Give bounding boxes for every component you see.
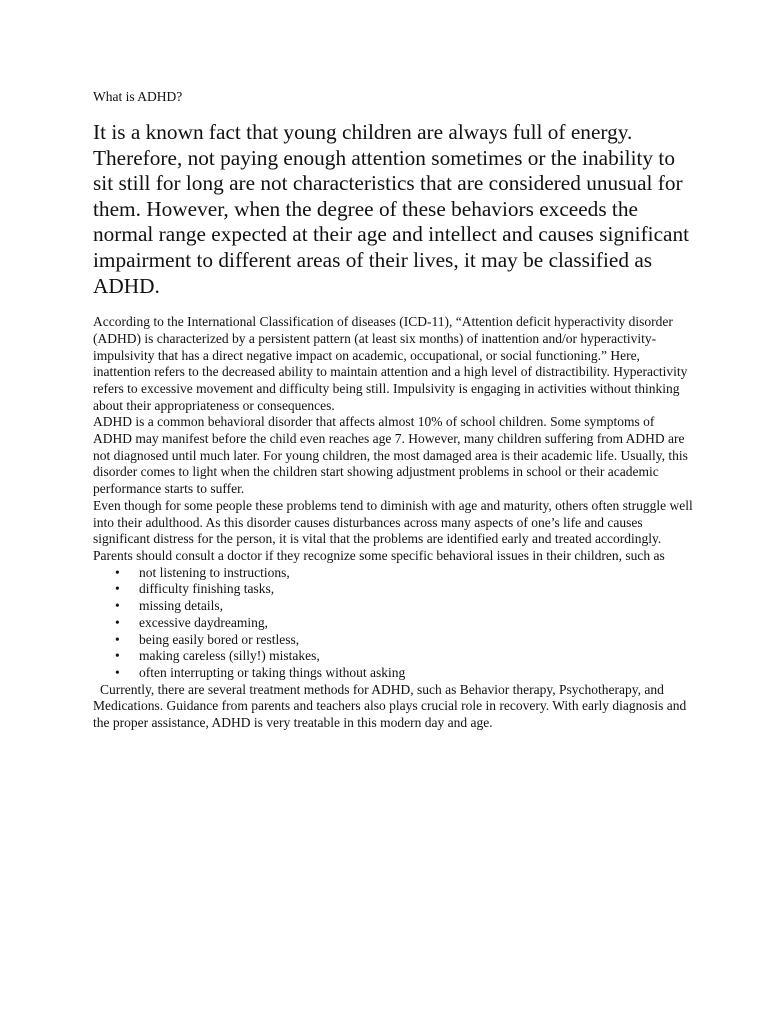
list-item [93,598,693,615]
symptom-list [93,565,693,682]
list-item-text: excessive daydreaming, [139,614,268,630]
body-paragraph-adulthood: Even though for some people these problems tend to diminish with age and maturity, others often struggle well into their adulthood. As this disorder causes disturbances across many aspects of one’s life and causes significant distress for the person, it is vital that the problems are identified early and treated accordingly. Parents should consult a doctor if they recognize some specific behavioral issues in their children, such as [93,497,693,563]
document-page [93,88,693,732]
bullet-icon: • [115,614,120,630]
list-item [93,615,693,632]
list-item [93,565,693,582]
list-item-text: difficulty finishing tasks, [139,581,275,597]
bullet-icon: • [115,648,120,664]
list-item [93,648,693,665]
list-item-text: making careless (silly!) mistakes, [139,648,320,664]
list-item-text: often interrupting or taking things without asking [139,664,406,680]
bullet-icon: • [115,664,120,680]
list-item-text: not listening to instructions, [139,564,290,580]
lead-paragraph: It is a known fact that young children are always full of energy. Therefore, not paying enough attention sometimes or the inability to sit still for long are not characteristics that are considered unusual for them. However, when the degree of these behaviors exceeds the normal range expected at their age and intellect and causes significant impairment to different areas of their lives, it may be classified as ADHD. [93,120,690,298]
bullet-icon: • [115,564,120,580]
list-item [93,632,693,649]
bullet-icon: • [115,598,120,614]
bullet-icon: • [115,631,120,647]
list-item [93,581,693,598]
body-paragraph-icd11: According to the International Classification of diseases (ICD-11), “Attention deficit hyperactivity disorder (ADHD) is characterized by a persistent pattern (at least six months) of inattention and/or hyperactivity-impulsivity that has a direct negative impact on academic, occupational, or social functioning.” Here, inattention refers to the decreased ability to maintain attention and a high level of distractibility. Hyperactivity refers to excessive movement and difficulty being still. Impulsivity is engaging in activities without thinking about their appropriateness or consequences. [93,314,688,413]
closing-paragraph [93,682,693,732]
list-item [93,665,693,682]
closing-text: Currently, there are several treatment methods for ADHD, such as Behavior therapy, Psychotherapy, and Medications. Guidance from parents and teachers also plays crucial role in recovery. With early diagnosis and the proper assistance, ADHD is very treatable in this modern day and age. [93,681,687,731]
list-item-text: being easily bored or restless, [139,631,300,647]
document-heading: What is ADHD? [93,89,183,104]
bullet-icon: • [115,581,120,597]
body-paragraph-prevalence: ADHD is a common behavioral disorder that affects almost 10% of school children. Some symptoms of ADHD may manifest before the child even reaches age 7. However, many children suffering from ADHD are not diagnosed until much later. For young children, the most damaged area is their academic life. Usually, this disorder comes to light when the children start showing adjustment problems in school or their academic performance starts to suffer. [93,414,688,497]
list-item-text: missing details, [139,598,223,614]
